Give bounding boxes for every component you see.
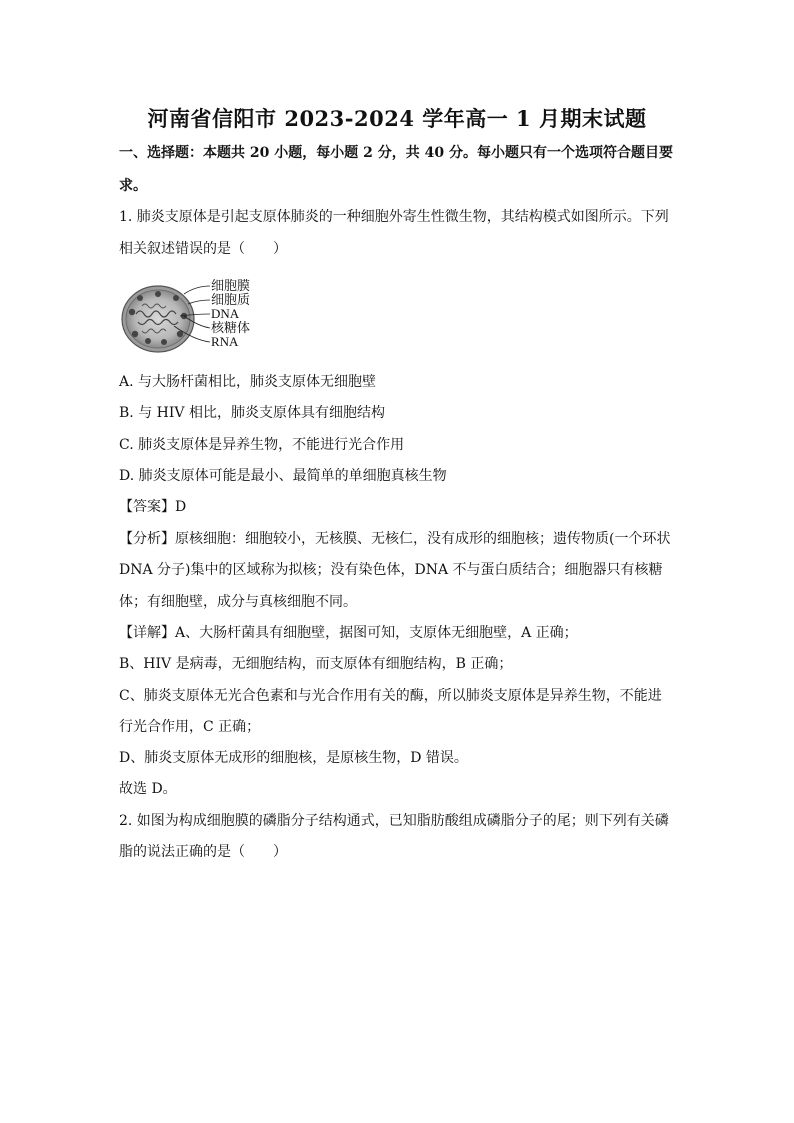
- question-1-stem-cont: 相关叙述错误的是（ ）: [119, 241, 287, 257]
- label-dna: DNA: [211, 306, 240, 321]
- question-2-stem-cont: 脂的说法正确的是（ ）: [119, 844, 287, 860]
- cell-body: [122, 286, 194, 352]
- mycoplasma-diagram: [118, 276, 288, 360]
- detail-line-1: 【详解】A、大肠杆菌具有细胞壁，据图可知，支原体无细胞壁，A 正确；: [119, 625, 578, 641]
- option-a: A. 与大肠杆菌相比，肺炎支原体无细胞壁: [119, 374, 377, 390]
- label-cell-membrane: 细胞膜: [211, 278, 251, 293]
- label-rna: RNA: [211, 334, 239, 349]
- option-c: C. 肺炎支原体是异养生物，不能进行光合作用: [119, 437, 405, 453]
- detail-line-2: B、HIV 是病毒，无细胞结构，而支原体有细胞结构，B 正确；: [119, 656, 513, 672]
- detail-line-3: C、肺炎支原体无光合色素和与光合作用有关的酶，所以肺炎支原体是异养生物，不能进: [119, 688, 662, 704]
- option-d: D. 肺炎支原体可能是最小、最简单的单细胞真核生物: [119, 468, 447, 484]
- label-ribosome: 核糖体: [211, 320, 251, 335]
- analysis-line-1: 【分析】原核细胞：细胞较小，无核膜、无核仁，没有成形的细胞核；遗传物质(一个环状: [119, 531, 671, 547]
- analysis-line-2: DNA 分子)集中的区域称为拟核；没有染色体，DNA 不与蛋白质结合；细胞器只有核糖: [119, 562, 663, 578]
- question-1-stem: 1. 肺炎支原体是引起支原体肺炎的一种细胞外寄生性微生物，其结构模式如图所示。下列: [119, 209, 669, 225]
- option-b: B. 与 HIV 相比，肺炎支原体具有细胞结构: [119, 405, 385, 421]
- label-cytoplasm: 细胞质: [211, 292, 251, 307]
- question-2-stem: 2. 如图为构成细胞膜的磷脂分子结构通式，已知脂肪酸组成磷脂分子的尾；则下列有关磷: [119, 813, 669, 829]
- section-heading-cont: 求。: [119, 178, 147, 194]
- detail-line-5: D、肺炎支原体无成形的细胞核，是原核生物，D 错误。: [119, 750, 468, 766]
- section-heading: 一、选择题：本题共 20 小题，每小题 2 分，共 40 分。每小题只有一个选项符合题目要: [119, 145, 673, 161]
- detail-line-6: 故选 D。: [119, 781, 177, 797]
- detail-line-4: 行光合作用，C 正确；: [119, 719, 261, 735]
- document-title: 河南省信阳市 2023-2024 学年高一 1 月期末试题: [147, 106, 647, 131]
- analysis-line-3: 体；有细胞壁，成分与真核细胞不同。: [119, 594, 357, 610]
- answer-line: 【答案】D: [119, 499, 187, 515]
